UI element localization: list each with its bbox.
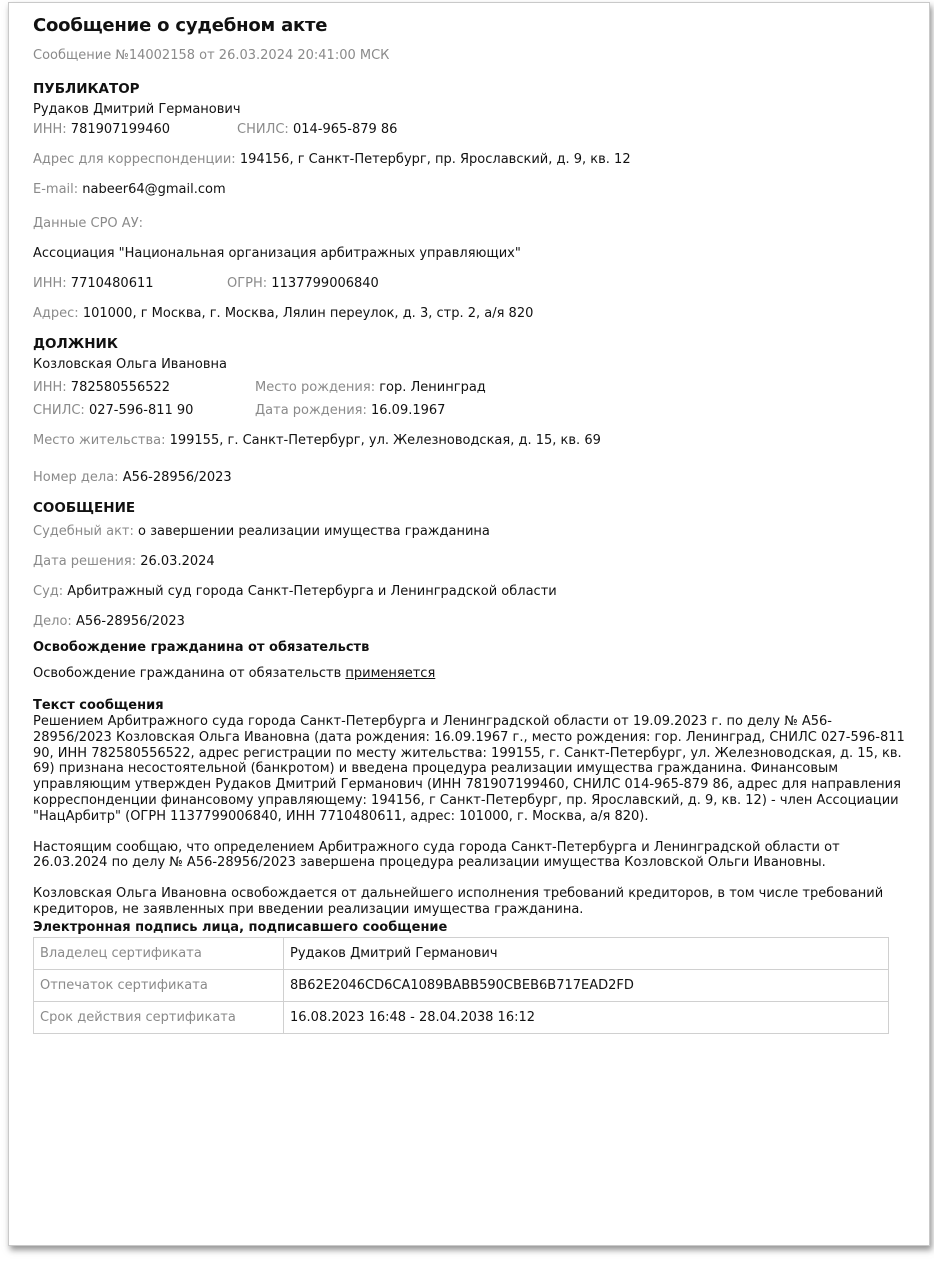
release-status: Освобождение гражданина от обязательств применяется [33,666,436,681]
signature-table [33,937,889,1034]
publisher-name: Рудаков Дмитрий Германович [33,102,241,117]
message-paragraph: Решением Арбитражного суда города Санкт-Петербурга и Ленинградской области от 19.09.2023 г. по делу № А56-28956/2023 Козловская Ольга Ивановна (дата рождения: 16.09.1967 г., место рождения: гор. Ленинград, СНИЛС 027-596-811 90, ИНН 782580556522, адрес регистрации по месту жительства: 199155, г. Санкт-Петербург, ул. Железноводская, д. 15, кв. 69) признана несостоятельной (банкротом) и введена процедура реализации имущества гражданина. Финансовым управляющим утвержден Рудаков Дмитрий Германович (ИНН 781907199460, СНИЛС 014-965-879 86, адрес для направления корреспонденции финансовому управляющему: 194156, г Санкт-Петербург, пр. Ярославский, д. 9, кв. 12) - член Ассоциации "НацАрбитр" (ОГРН 1137799006840, ИНН 7710480611, адрес: 101000, г. Москва, а/я 820). [33,714,905,824]
cert-thumbprint-value: 8B62E2046CD6CA1089BABB590CBEB6B717EAD2FD [284,969,889,1001]
publisher-email: E-mail: nabeer64@gmail.com [33,182,226,197]
court-name: Суд: Арбитражный суд города Санкт-Петербурга и Ленинградской области [33,584,557,599]
court-act: Судебный акт: о завершении реализации имущества гражданина [33,524,490,539]
table-row [34,937,889,969]
sro-inn: ИНН: 7710480611 [33,276,154,291]
publisher-snils: СНИЛС: 014-965-879 86 [237,122,398,137]
debtor-row-2 [33,402,905,419]
document-page [8,2,930,1246]
sro-address: Адрес: 101000, г Москва, г. Москва, Лялин переулок, д. 3, стр. 2, а/я 820 [33,306,534,321]
case-number: Дело: А56-28956/2023 [33,614,185,629]
publisher-inn: ИНН: 781907199460 [33,122,171,137]
cert-thumbprint-label: Отпечаток сертификата [34,969,284,1001]
sro-label: Данные СРО АУ: [33,216,143,231]
message-paragraph: Настоящим сообщаю, что определением Арбитражного суда города Санкт-Петербурга и Ленинградской области от 26.03.2024 по делу № А56-28956/2023 завершена процедура реализации имущества Козловской Ольги Ивановны. [33,839,840,871]
sro-ids [33,275,905,292]
cert-validity-label: Срок действия сертификата [34,1001,284,1033]
decision-date: Дата решения: 26.03.2024 [33,554,215,569]
message-paragraph: Козловская Ольга Ивановна освобождается от дальнейшего исполнения требований кредиторов, в том числе требований кредиторов, не заявленных при введении реализации имущества гражданина. [33,886,884,917]
debtor-case-number: Номер дела: А56-28956/2023 [33,470,232,485]
debtor-section-title: ДОЛЖНИК [33,336,118,352]
publisher-ids [33,121,905,138]
debtor-name: Козловская Ольга Ивановна [33,357,228,372]
debtor-inn: ИНН: 782580556522 [33,380,171,395]
sro-ogrn: ОГРН: 1137799006840 [227,276,379,291]
release-status-link[interactable]: применяется [345,666,436,681]
table-row [34,1001,889,1033]
debtor-row-1 [33,379,905,396]
cert-owner-value: Рудаков Дмитрий Германович [284,937,889,969]
release-title: Освобождение гражданина от обязательств [33,640,370,655]
table-row [34,969,889,1001]
publisher-address: Адрес для корреспонденции: 194156, г Санкт-Петербург, пр. Ярославский, д. 9, кв. 12 [33,152,631,167]
cert-owner-label: Владелец сертификата [34,937,284,969]
message-text [33,714,905,918]
signature-title: Электронная подпись лица, подписавшего сообщение [33,919,448,935]
debtor-residence: Место жительства: 199155, г. Санкт-Петербург, ул. Железноводская, д. 15, кв. 69 [33,433,601,448]
message-number: Сообщение №14002158 от 26.03.2024 20:41:00 МСК [33,48,390,63]
debtor-birthplace: Место рождения: гор. Ленинград [255,380,486,395]
message-section-title: СООБЩЕНИЕ [33,500,136,516]
publisher-section-title: ПУБЛИКАТОР [33,81,140,97]
debtor-snils: СНИЛС: 027-596-811 90 [33,403,194,418]
sro-name: Ассоциация "Национальная организация арбитражных управляющих" [33,246,521,261]
page-title: Сообщение о судебном акте [33,15,328,36]
debtor-birthdate: Дата рождения: 16.09.1967 [255,403,446,418]
cert-validity-value: 16.08.2023 16:48 - 28.04.2038 16:12 [284,1001,889,1033]
message-text-title: Текст сообщения [33,698,164,713]
